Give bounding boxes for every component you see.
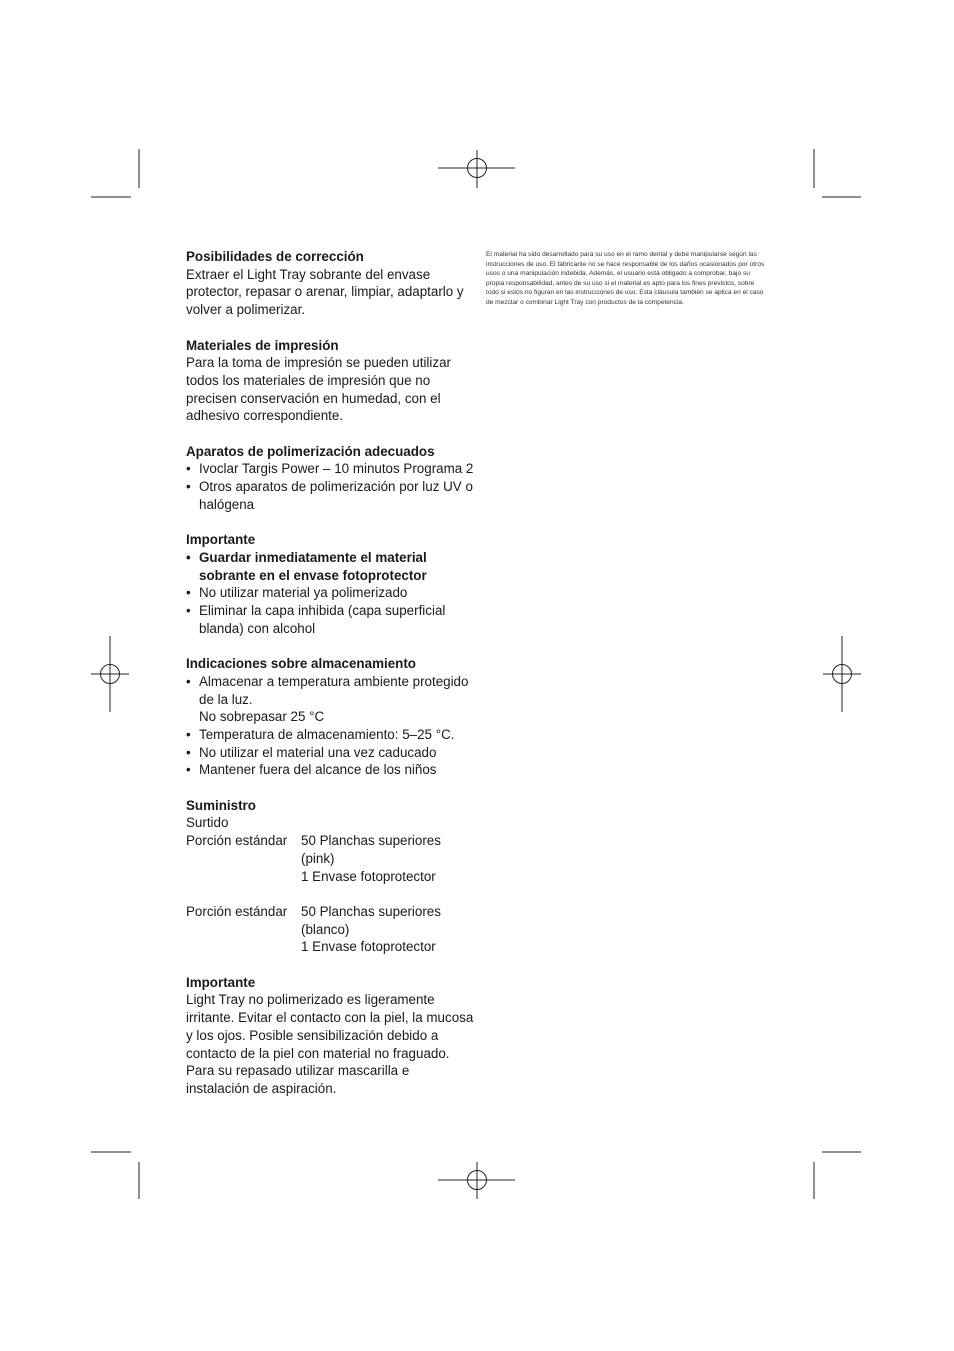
supply-row (186, 832, 476, 885)
supply-value (301, 903, 476, 956)
section-suministro (186, 797, 476, 956)
bullet-list (186, 549, 476, 638)
section-importante (186, 531, 476, 637)
section-materiales (186, 337, 476, 426)
section-heading: Importante (186, 532, 256, 548)
section-heading: Materiales de impresión (186, 337, 339, 353)
supply-line: 1 Envase fotoprotector (301, 868, 436, 884)
list-item: • Mantener fuera del alcance de los niños (186, 761, 476, 779)
section-text: Para la toma de impresión se pueden utilizar todos los materiales de impresión que no precisen conservación en humedad, con el adhesivo correspondiente. (186, 355, 451, 424)
list-item-line: • Almacenar a temperatura ambiente protegido de la luz. (199, 673, 469, 707)
section-importante-2 (186, 974, 476, 1098)
supply-row (186, 903, 476, 956)
supply-line: 50 Planchas superiores (pink) (301, 833, 441, 866)
section-text: Light Tray no polimerizado es ligeramente irritante. Evitar el contacto con la piel, la mucosa y los ojos. Posible sensibilización debido a contacto de la piel con material no fraguado. Para su repasado utilizar mascarilla e instalación de aspiración. (186, 992, 474, 1096)
section-heading: Indicaciones sobre almacenamiento (186, 656, 416, 672)
supply-value (301, 832, 476, 885)
list-item: • Ivoclar Targis Power – 10 minutos Programa 2 (186, 460, 476, 478)
list-item-line: No sobrepasar 25 °C (199, 709, 325, 725)
section-heading: Suministro (186, 797, 256, 813)
list-item: • Guardar inmediatamente el material sobrante en el envase fotoprotector (186, 549, 476, 584)
list-item (186, 673, 476, 726)
registration-mark-bottom (438, 1162, 515, 1199)
list-item: • No utilizar el material una vez caducado (186, 744, 476, 762)
section-heading: Posibilidades de corrección (186, 249, 364, 264)
supply-line: 1 Envase fotoprotector (301, 939, 436, 955)
section-aparatos (186, 443, 476, 514)
registration-mark-right (823, 636, 861, 712)
supply-label: Porción estándar (186, 833, 288, 849)
section-heading: Importante (186, 974, 256, 990)
section-heading: Aparatos de polimerización adecuados (186, 443, 435, 459)
list-item: • Temperatura de almacenamiento: 5–25 °C. (186, 726, 476, 744)
bullet-list (186, 460, 476, 513)
main-column (186, 248, 476, 1115)
section-text: Extraer el Light Tray sobrante del envase protector, repasar o arenar, limpiar, adaptarlo y volver a polimerizar. (186, 266, 464, 318)
supply-line: 50 Planchas superiores (blanco) (301, 903, 441, 937)
section-correccion (186, 248, 476, 319)
list-item: • Eliminar la capa inhibida (capa superficial blanda) con alcohol (186, 602, 476, 637)
registration-mark-left (91, 636, 129, 712)
section-almacenamiento (186, 655, 476, 779)
bullet-list (186, 673, 476, 779)
disclaimer: El material ha sido desarrollado para su uso en el ramo dental y debe manipularse según las instrucciones de uso. El fabricante no se hace responsable de los daños ocasionados por otros usos o una manipulación indebida. Además, el usuario está obligado a comprobar, bajo su propia responsabilidad, antes de su uso si el material es apto para los fines previstos, sobre todo si estos no figuran en las instrucciones de uso. Esta cláusula también se aplica en el caso de mezclar o combinar Light Tray con productos de la competencia. (486, 251, 765, 306)
section-subtitle: Surtido (186, 815, 229, 831)
supply-label: Porción estándar (186, 903, 288, 919)
list-item: • Otros aparatos de polimerización por luz UV o halógena (186, 478, 476, 513)
registration-mark-top (438, 150, 515, 188)
list-item: • No utilizar material ya polimerizado (186, 584, 476, 602)
